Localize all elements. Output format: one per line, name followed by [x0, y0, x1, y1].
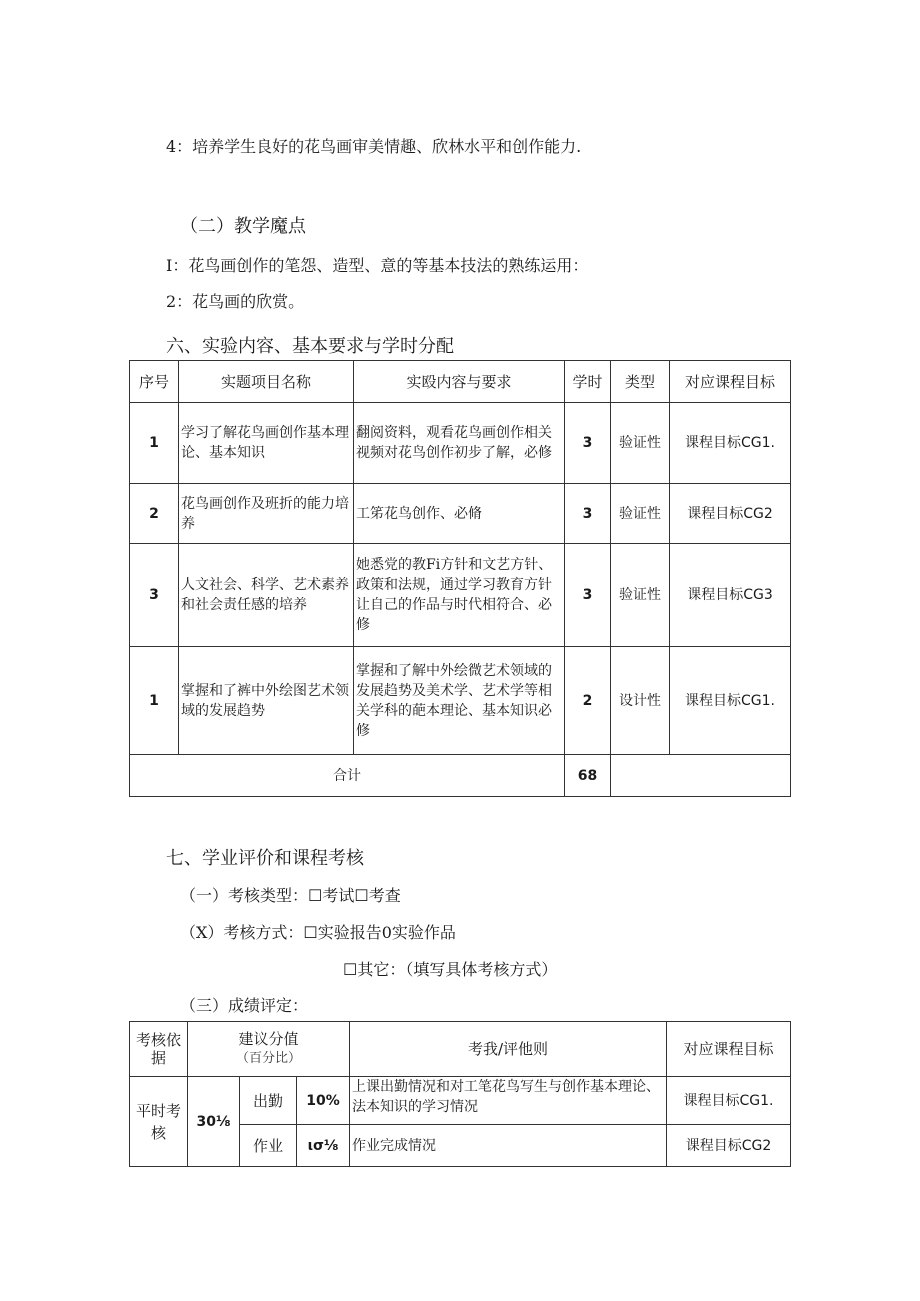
row-target: 课程目标CG2 [670, 484, 791, 544]
row-hours: 3 [565, 544, 611, 647]
row-hours: 2 [565, 647, 611, 755]
table-total-row [130, 755, 791, 797]
row-name: 掌握和了裤中外绘图艺术领域的发展趋势 [179, 647, 354, 755]
row-content: 翻阅资料，观看花鸟画创作相关视频对花鸟创作初步了解，必修 [354, 403, 565, 484]
exam-method-line: （X）考核方式：☐实验报告0实验作品 [180, 923, 456, 942]
col-header-basis: 考核依据 [130, 1022, 188, 1077]
item-criteria: 作业完成情况 [350, 1125, 667, 1167]
total-empty-cell [611, 755, 791, 797]
grade-table [129, 1021, 791, 1167]
col-header-content: 实殴内容与要求 [354, 361, 565, 403]
row-hours: 3 [565, 484, 611, 544]
group-percentage: 30⅛ [188, 1077, 240, 1167]
row-no: 1 [130, 403, 179, 484]
row-content: 工笫花鸟创作、必脩 [354, 484, 565, 544]
difficulty-1-text: I：花鸟画创作的笔怨、造型、意的等基本技法的熟练运用： [166, 256, 589, 275]
col-header-target: 对应课程目标 [670, 361, 791, 403]
row-name: 人文社会、科学、艺术素养和社会责任感的培养 [179, 544, 354, 647]
section-7-heading: 七、学业评价和课程考核 [166, 848, 364, 869]
row-hours: 3 [565, 403, 611, 484]
col-header-score [188, 1022, 350, 1077]
item-criteria: 上课出勤情况和对工笔花鸟写生与创作基本理论、法本知识的学习情况 [350, 1077, 667, 1125]
group-label: 平时考核 [130, 1077, 188, 1167]
item-name: 作业 [240, 1125, 297, 1167]
grade-table-header-row [130, 1022, 791, 1077]
table-row [130, 1077, 791, 1125]
grading-heading: （三）成绩评定： [180, 996, 309, 1015]
row-type: 验证性 [611, 403, 670, 484]
row-target: 课程目标CG1. [670, 647, 791, 755]
row-name: 花鸟画创作及班折的能力培养 [179, 484, 354, 544]
col-header-no: 序号 [130, 361, 179, 403]
row-content: 掌握和了解中外绘微艺术领域的发展趋势及美术学、艺术学等相关学科的葩本理论、基本知识必修 [354, 647, 565, 755]
row-type: 设计性 [611, 647, 670, 755]
row-no: 3 [130, 544, 179, 647]
row-content: 她悉党的教Fi方针和文艺方针、政策和法规，通过学习教育方针让自己的作品与时代相符合、必修 [354, 544, 565, 647]
row-target: 课程目标CG3 [670, 544, 791, 647]
row-type: 验证性 [611, 484, 670, 544]
row-type: 验证性 [611, 544, 670, 647]
col-header-name: 实题项目名称 [179, 361, 354, 403]
table-row [130, 544, 791, 647]
table-row [130, 647, 791, 755]
row-no: 1 [130, 647, 179, 755]
section-difficulty-heading: （二）教学魔点 [180, 216, 306, 237]
total-hours: 68 [565, 755, 611, 797]
score-header-label: 建议分值 [238, 1030, 299, 1048]
score-header-sub: （百分比） [236, 1051, 302, 1066]
lab-content-table [129, 360, 791, 797]
table-row [130, 403, 791, 484]
goal-4-text: 4：培养学生良好的花鸟画审美情趣、欣林水平和创作能力. [166, 137, 582, 156]
item-name: 出勤 [240, 1077, 297, 1125]
item-percentage: ισ⅛ [297, 1125, 350, 1167]
row-target: 课程目标CG1. [670, 403, 791, 484]
difficulty-2-text: 2：花鸟画的欣赏。 [166, 292, 305, 311]
exam-type-line: （一）考核类型：☐考试☐考查 [180, 886, 401, 905]
lab-table-header-row [130, 361, 791, 403]
col-header-hours: 学时 [565, 361, 611, 403]
item-percentage: 10% [297, 1077, 350, 1125]
total-label: 合计 [130, 755, 565, 797]
exam-other-line: ☐其它：（填写具体考核方式） [343, 960, 558, 979]
row-no: 2 [130, 484, 179, 544]
col-header-type: 类型 [611, 361, 670, 403]
row-name: 学习了解花鸟画创作基本理论、基本知识 [179, 403, 354, 484]
section-6-heading: 六、实验内容、基本要求与学时分配 [166, 336, 454, 357]
item-target: 课程目标CG1. [667, 1077, 791, 1125]
item-target: 课程目标CG2 [667, 1125, 791, 1167]
col-header-criteria: 考我/评他则 [350, 1022, 667, 1077]
col-header-target: 对应课程目标 [667, 1022, 791, 1077]
table-row [130, 484, 791, 544]
